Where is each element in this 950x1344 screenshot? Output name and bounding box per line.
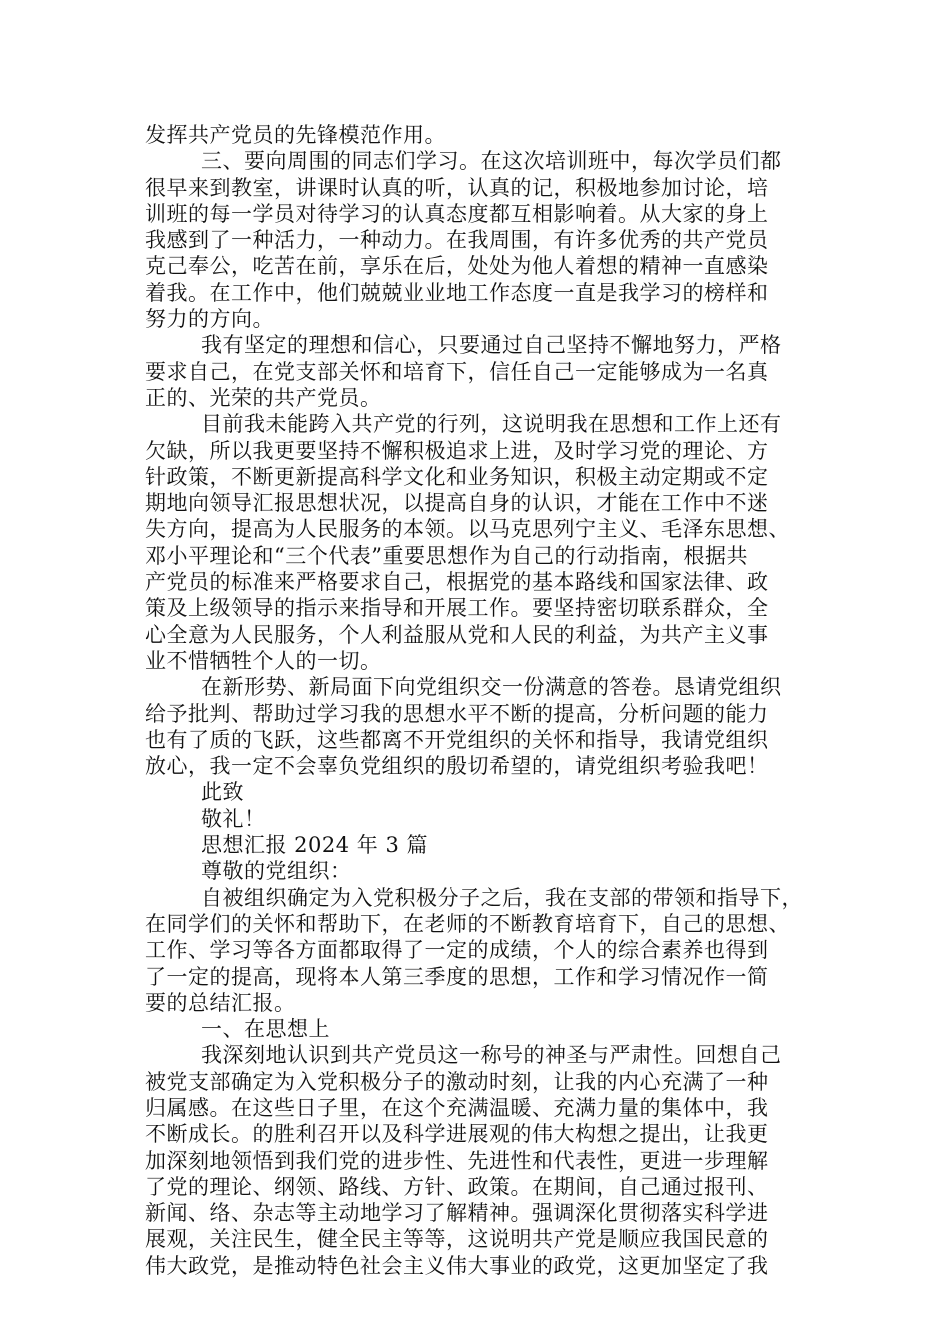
text-line: 策及上级领导的指示来指导和开展工作。要坚持密切联系群众，全	[145, 596, 769, 621]
text-line: 我感到了一种活力，一种动力。在我周围，有许多优秀的共产党员	[145, 228, 769, 253]
text-line: 要求自己，在党支部关怀和培育下，信任自己一定能够成为一名真	[145, 359, 769, 384]
text-line: 思想汇报 2024 年 3 篇	[201, 833, 429, 858]
text-line: 要的总结汇报。	[145, 990, 296, 1015]
text-line: 一、在思想上	[201, 1017, 330, 1042]
text-line: 正的、光荣的共产党员。	[145, 385, 382, 410]
text-line: 此致	[201, 780, 244, 805]
text-line: 在同学们的关怀和帮助下，在老师的不断教育培育下，自己的思想、	[145, 911, 790, 936]
text-line: 伟大政党，是推动特色社会主义伟大事业的政党，这更加坚定了我	[145, 1253, 769, 1278]
text-line: 不断成长。的胜利召开以及科学进展观的伟大构想之提出，让我更	[145, 1122, 769, 1147]
text-line: 新闻、络、杂志等主动地学习了解精神。强调深化贯彻落实科学进	[145, 1201, 769, 1226]
text-line: 展观，关注民生，健全民主等等，这说明共产党是顺应我国民意的	[145, 1227, 769, 1252]
text-line: 自被组织确定为入党积极分子之后，我在支部的带领和指导下，	[201, 885, 803, 910]
text-line: 针政策，不断更新提高科学文化和业务知识，积极主动定期或不定	[145, 464, 769, 489]
text-line: 邓小平理论和“三个代表”重要思想作为自己的行动指南，根据共	[145, 543, 748, 568]
text-line: 放心，我一定不会辜负党组织的殷切希望的，请党组织考验我吧！	[145, 754, 769, 779]
text-line: 了党的理论、纲领、路线、方针、政策。在期间，自己通过报刊、	[145, 1174, 769, 1199]
text-line: 我有坚定的理想和信心，只要通过自己坚持不懈地努力，严格	[201, 333, 782, 358]
text-line: 产党员的标准来严格要求自己，根据党的基本路线和国家法律、政	[145, 570, 769, 595]
text-line: 很早来到教室，讲课时认真的听，认真的记，积极地参加讨论，培	[145, 175, 769, 200]
text-line: 欠缺，所以我更要坚持不懈积极追求上进，及时学习党的理论、方	[145, 438, 769, 463]
text-line: 敬礼！	[201, 806, 266, 831]
document-page	[145, 122, 815, 1279]
text-line: 业不惜牺牲个人的一切。	[145, 648, 382, 673]
text-line: 发挥共产党员的先锋模范作用。	[145, 123, 446, 147]
text-line: 归属感。在这些日子里，在这个充满温暖、充满力量的集体中，我	[145, 1095, 769, 1120]
text-line: 加深刻地领悟到我们党的进步性、先进性和代表性，更进一步理解	[145, 1148, 769, 1173]
text-line: 在新形势、新局面下向党组织交一份满意的答卷。恳请党组织	[201, 675, 782, 700]
text-line: 工作、学习等各方面都取得了一定的成绩，个人的综合素养也得到	[145, 938, 769, 963]
text-line: 目前我未能跨入共产党的行列，这说明我在思想和工作上还有	[201, 412, 782, 437]
text-line: 我深刻地认识到共产党员这一称号的神圣与严肃性。回想自己	[201, 1043, 782, 1068]
text-line: 努力的方向。	[145, 307, 274, 332]
text-line: 训班的每一学员对待学习的认真态度都互相影响着。从大家的身上	[145, 201, 769, 226]
text-line: 也有了质的飞跃，这些都离不开党组织的关怀和指导，我请党组织	[145, 727, 769, 752]
text-line: 着我。在工作中，他们兢兢业业地工作态度一直是我学习的榜样和	[145, 280, 769, 305]
text-line: 被党支部确定为入党积极分子的激动时刻，让我的内心充满了一种	[145, 1069, 769, 1094]
text-line: 失方向，提高为人民服务的本领。以马克思列宁主义、毛泽东思想、	[145, 517, 790, 542]
text-line: 心全意为人民服务，个人利益服从党和人民的利益，为共产主义事	[145, 622, 769, 647]
text-line: 期地向领导汇报思想状况，以提高自身的认识，才能在工作中不迷	[145, 491, 769, 516]
text-line: 给予批判、帮助过学习我的思想水平不断的提高，分析问题的能力	[145, 701, 769, 726]
text-line: 三、要向周围的同志们学习。在这次培训班中，每次学员们都	[201, 149, 782, 174]
text-line: 了一定的提高，现将本人第三季度的思想，工作和学习情况作一简	[145, 964, 769, 989]
text-line: 克己奉公，吃苦在前，享乐在后，处处为他人着想的精神一直感染	[145, 254, 769, 279]
text-line: 尊敬的党组织：	[201, 859, 352, 884]
